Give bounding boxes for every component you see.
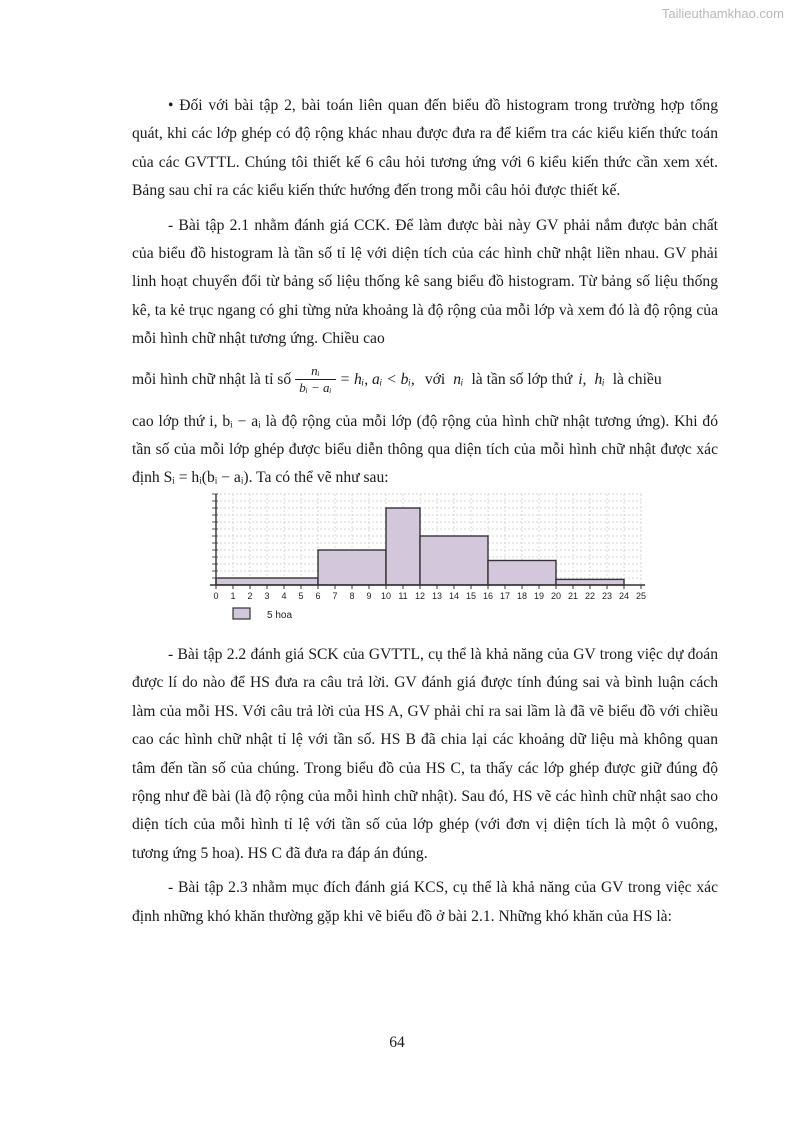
- x-tick-label: 23: [601, 590, 613, 601]
- legend-label: 5 hoa: [267, 609, 293, 621]
- x-tick-label: 2: [247, 590, 253, 601]
- x-tick-label: 20: [550, 590, 562, 601]
- fraction-numerator: nᵢ: [311, 363, 320, 379]
- histogram-svg: [204, 499, 647, 629]
- histogram-bar: [386, 508, 420, 585]
- formula-equation: = hᵢ, aᵢ < bᵢ,: [339, 370, 415, 388]
- formula-h-symbol: hᵢ: [594, 370, 605, 388]
- paragraph-area-formula: cao lớp thứ i, bᵢ − aᵢ là độ rộng của mỗi lớp (độ rộng của hình chữ nhật tương ứng). Khi đó tần số của mỗi lớp ghép được biểu diễn thông qua diện tích của mỗi hình chữ nhật được xác định Sᵢ = hᵢ(bᵢ − aᵢ). Ta có thể vẽ như sau:: [132, 412, 718, 487]
- histogram-chart: [204, 499, 647, 629]
- x-tick-label: 8: [349, 590, 355, 601]
- x-tick-label: 24: [618, 590, 630, 601]
- x-tick-label: 0: [213, 590, 219, 601]
- paragraph-exercise-2-3: - Bài tập 2.3 nhằm mục đích đánh giá KCS, cụ thể là khả năng của GV trong việc xác định những khó khăn thường gặp khi vẽ biểu đồ ở bài 2.1. Những khó khăn của HS là:: [132, 879, 718, 925]
- legend-swatch: [233, 608, 250, 619]
- x-tick-label: 12: [414, 590, 426, 601]
- watermark: Tailieuthamkhao.com: [661, 6, 784, 21]
- x-tick-label: 25: [635, 590, 647, 601]
- x-tick-label: 16: [482, 590, 494, 601]
- x-tick-label: 5: [298, 590, 304, 601]
- formula-n-symbol: nᵢ: [453, 370, 464, 388]
- formula-tail-text: là chiều: [612, 370, 662, 388]
- x-tick-label: 9: [366, 590, 372, 601]
- x-tick-label: 14: [448, 590, 460, 601]
- formula-i-symbol: i,: [578, 370, 587, 388]
- formula-lead-text: mỗi hình chữ nhật là tỉ số: [132, 370, 292, 388]
- x-tick-label: 3: [264, 590, 270, 601]
- x-tick-label: 1: [230, 590, 236, 601]
- document-body: [132, 92, 718, 937]
- ratio-fraction: [295, 363, 335, 396]
- paragraph-exercise-2-2: - Bài tập 2.2 đánh giá SCK của GVTTL, cụ thể là khả năng của GV trong việc dự đoán được lí do nào để HS đưa ra câu trả lời. GV đánh giá được tính đúng sai và bình luận cách làm của mỗi HS. Với câu trả lời của HS A, GV phải chỉ ra sai lầm là đã vẽ biểu đồ với chiều cao các hình chữ nhật tỉ lệ với tần số. HS B đã chia lại các khoảng dữ liệu mà không quan tâm đến tần số của chúng. Trong biểu đồ của HS C, ta thấy các lớp ghép được giữ đúng độ rộng như đề bài (là độ rộng của mỗi hình chữ nhật). Sau đó, HS vẽ các hình chữ nhật sao cho diện tích của mỗi hình tỉ lệ với tần số của lớp ghép (với đơn vị diện tích là một ô vuông, tương ứng 5 hoa). HS C đã đưa ra đáp án đúng.: [132, 645, 718, 862]
- formula-frequency-text: là tần số lớp thứ: [471, 370, 573, 388]
- x-tick-label: 7: [332, 590, 338, 601]
- paragraph-exercise-2-1: - Bài tập 2.1 nhằm đánh giá CCK. Để làm được bài này GV phải nắm được bản chất của biểu đồ histogram là tần số tỉ lệ với diện tích của các hình chữ nhật liền nhau. GV phải linh hoạt chuyển đổi từ bảng số liệu thống kê sang biểu đồ histogram. Từ bảng số liệu thống kê, ta kẻ trục ngang có ghi từng nửa khoảng là độ rộng của mỗi lớp và xem đó là độ rộng của mỗi hình chữ nhật tương ứng. Chiều cao: [132, 216, 718, 348]
- histogram-bar: [420, 536, 488, 585]
- x-tick-label: 18: [516, 590, 528, 601]
- histogram-bar: [216, 578, 318, 585]
- histogram-bar: [318, 550, 386, 585]
- x-tick-label: 15: [465, 590, 477, 601]
- x-tick-label: 13: [431, 590, 443, 601]
- x-tick-label: 10: [380, 590, 392, 601]
- formula-with-text: với: [424, 370, 446, 388]
- x-tick-label: 11: [398, 590, 408, 601]
- page-number: 64: [389, 1034, 405, 1051]
- x-tick-label: 22: [584, 590, 596, 601]
- histogram-bar: [488, 560, 556, 585]
- histogram-bar: [556, 579, 624, 585]
- x-tick-label: 19: [533, 590, 545, 601]
- fraction-denominator: bᵢ − aᵢ: [295, 379, 335, 396]
- paragraph-exercise-2-intro: • Đối với bài tập 2, bài toán liên quan đến biểu đồ histogram trong trường hợp tổng quát, khi các lớp ghép có độ rộng khác nhau được đưa ra để kiểm tra các kiểu kiến thức toán của các GVTTL. Chúng tôi thiết kế 6 câu hỏi tương ứng với 6 kiểu kiến thức cần xem xét. Bảng sau chỉ ra các kiểu kiến thức hướng đến trong mỗi câu hỏi được thiết kế.: [132, 97, 718, 200]
- x-tick-label: 21: [567, 590, 579, 601]
- x-tick-label: 4: [281, 590, 287, 601]
- formula-line: [132, 354, 718, 406]
- x-tick-label: 6: [315, 590, 321, 601]
- x-tick-label: 17: [499, 590, 511, 601]
